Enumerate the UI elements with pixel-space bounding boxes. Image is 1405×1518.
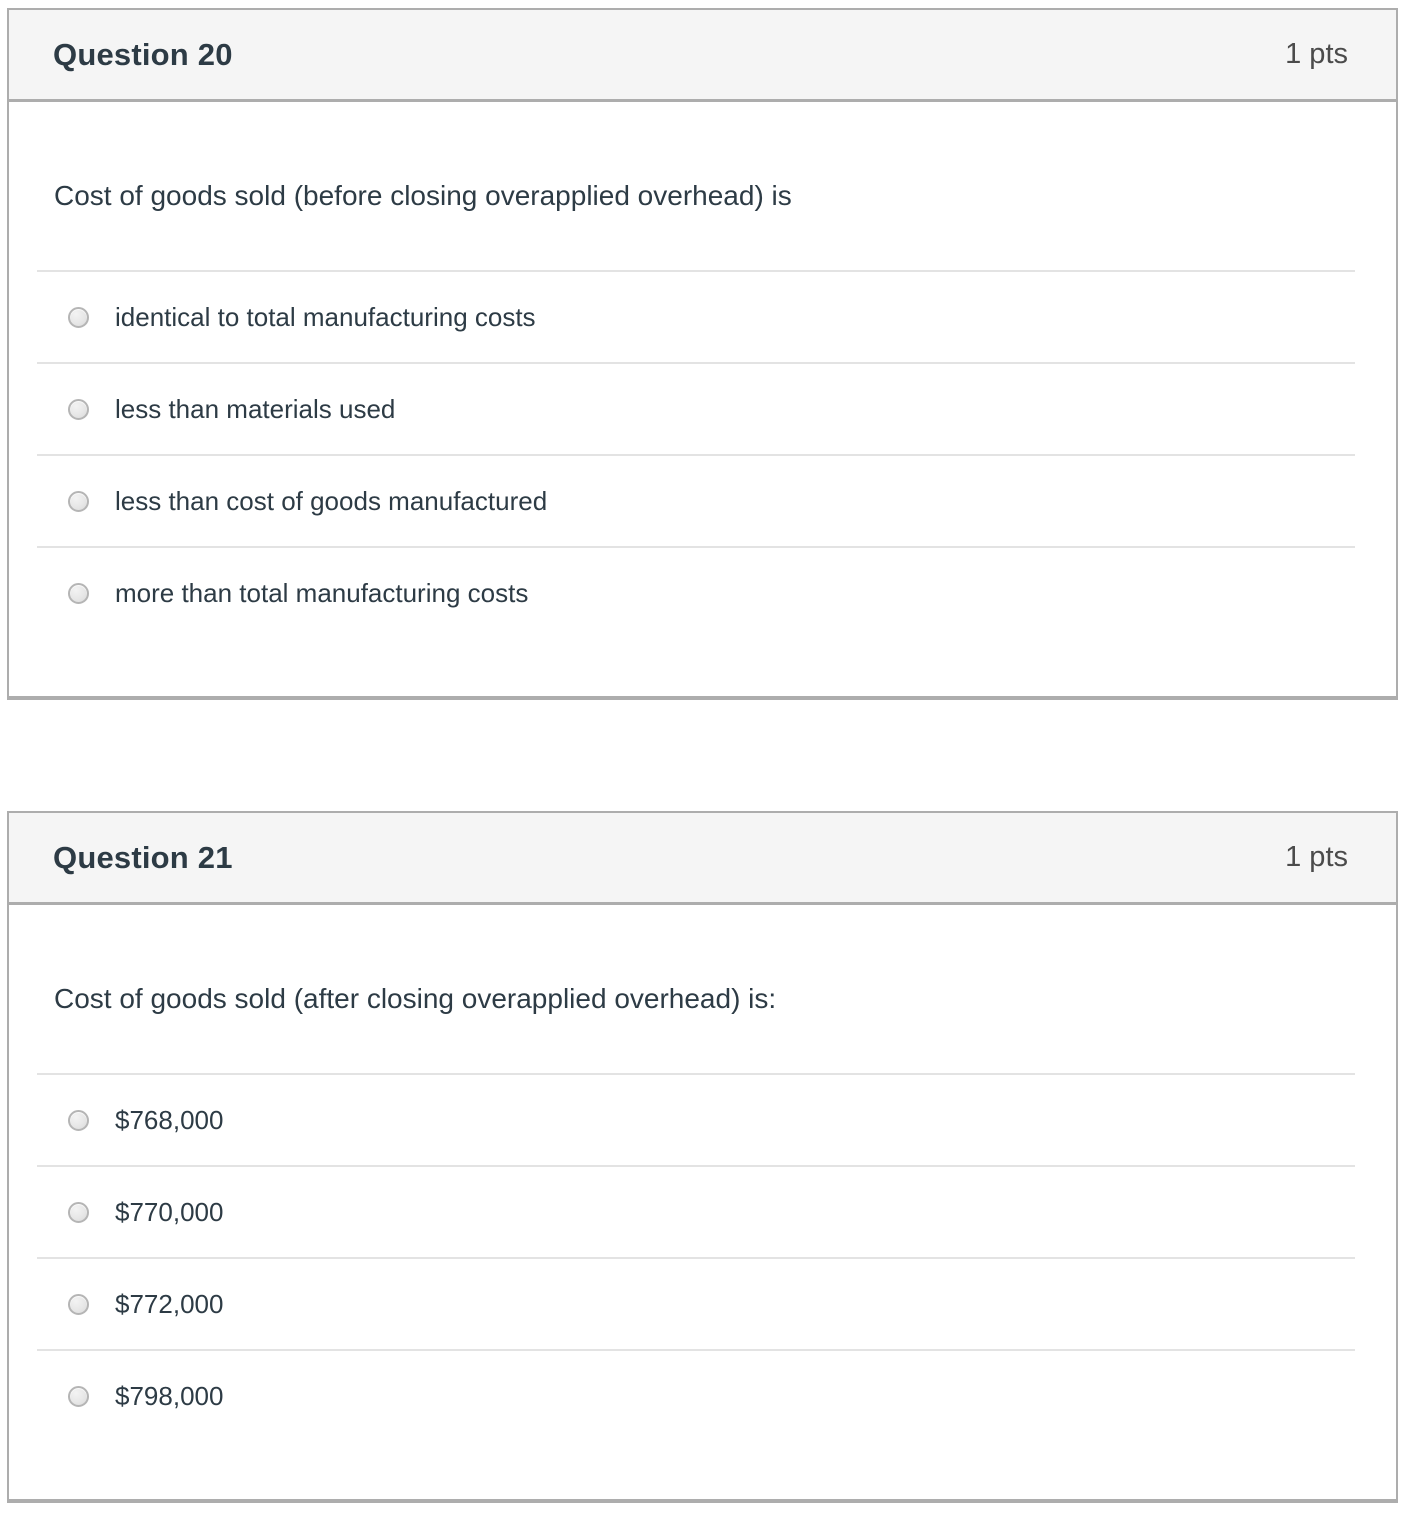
answer-label[interactable]: less than cost of goods manufactured: [115, 486, 548, 516]
question-card-20: [7, 8, 1398, 700]
answer-row[interactable]: [37, 454, 1355, 546]
radio-button[interactable]: [68, 1202, 89, 1223]
question-header: [9, 10, 1396, 102]
question-points-badge: 1 pts: [1285, 841, 1348, 873]
answer-row[interactable]: [37, 1257, 1355, 1349]
radio-button[interactable]: [68, 1386, 89, 1407]
question-points-badge: 1 pts: [1285, 38, 1348, 70]
answer-label[interactable]: more than total manufacturing costs: [115, 578, 529, 608]
radio-button[interactable]: [68, 307, 89, 328]
radio-button[interactable]: [68, 583, 89, 604]
question-body: [9, 905, 1396, 1499]
answer-row[interactable]: [37, 1349, 1355, 1441]
question-body: [9, 102, 1396, 696]
question-header: [9, 813, 1396, 905]
answer-row[interactable]: [37, 362, 1355, 454]
answer-label[interactable]: $798,000: [115, 1381, 224, 1411]
answer-row[interactable]: [37, 546, 1355, 638]
answer-label[interactable]: $770,000: [115, 1197, 224, 1227]
radio-button[interactable]: [68, 399, 89, 420]
answer-list: [37, 270, 1355, 638]
radio-button[interactable]: [68, 1110, 89, 1131]
answer-list: [37, 1073, 1355, 1441]
question-text: Cost of goods sold (before closing overapplied overhead) is: [54, 180, 792, 211]
answer-row[interactable]: [37, 1073, 1355, 1165]
radio-button[interactable]: [68, 491, 89, 512]
question-title: Question 20: [53, 36, 233, 72]
question-card-21: [7, 811, 1398, 1503]
answer-row[interactable]: [37, 270, 1355, 362]
radio-button[interactable]: [68, 1294, 89, 1315]
question-title: Question 21: [53, 839, 233, 875]
answer-label[interactable]: $768,000: [115, 1105, 224, 1135]
answer-label[interactable]: identical to total manufacturing costs: [115, 302, 536, 332]
answer-row[interactable]: [37, 1165, 1355, 1257]
answer-label[interactable]: $772,000: [115, 1289, 224, 1319]
question-text: Cost of goods sold (after closing overapplied overhead) is:: [54, 983, 777, 1014]
answer-label[interactable]: less than materials used: [115, 394, 396, 424]
